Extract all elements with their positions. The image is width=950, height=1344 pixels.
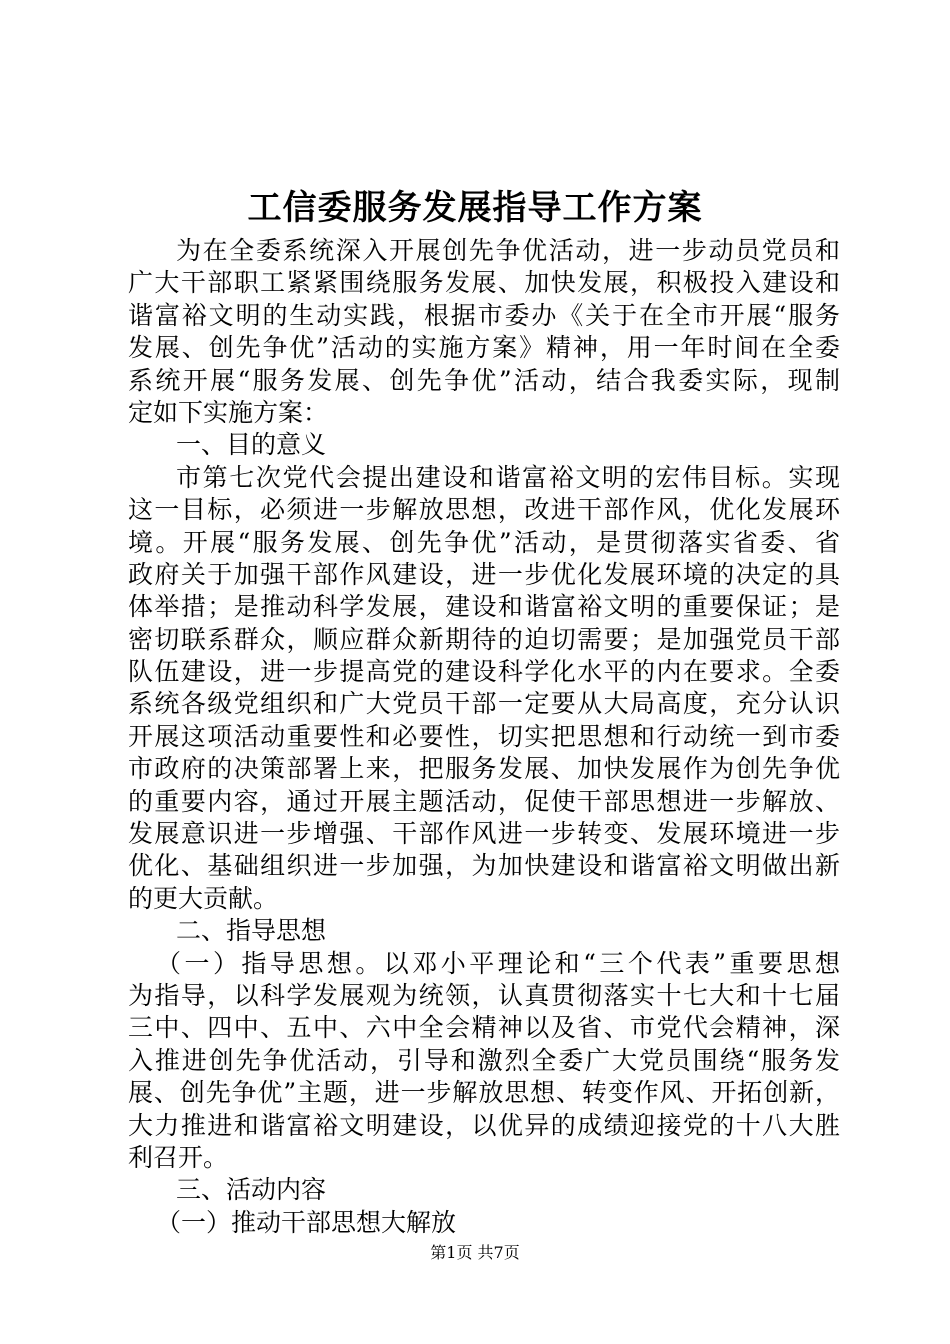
body-line: 政府关于加强干部作风建设，进一步优化发展环境的决定的具 — [128, 559, 840, 589]
body-line: 发展、创先争优”活动的实施方案》精神，用一年时间在全委 — [128, 333, 840, 363]
body-line: （一）指导思想。以邓小平理论和“三个代表”重要思想 — [156, 948, 840, 978]
body-line: 的重要内容，通过开展主题活动，促使干部思想进一步解放、 — [128, 786, 840, 816]
body-line: 市第七次党代会提出建设和谐富裕文明的宏伟目标。实现 — [176, 462, 840, 492]
body-line: 展、创先争优”主题，进一步解放思想、转变作风、开拓创新， — [128, 1078, 840, 1108]
body-line: 谐富裕文明的生动实践，根据市委办《关于在全市开展“服务 — [128, 300, 840, 330]
body-line: 境。开展“服务发展、创先争优”活动，是贯彻落实省委、省 — [128, 527, 840, 557]
page-footer: 第1页 共7页 — [430, 1243, 520, 1262]
body-line: 三中、四中、五中、六中全会精神以及省、市党代会精神，深 — [128, 1013, 840, 1043]
section-heading-1: 一、目的意义 — [176, 430, 327, 460]
body-line: 利召开。 — [128, 1142, 229, 1172]
body-line: 系统各级党组织和广大党员干部一定要从大局高度，充分认识 — [128, 689, 840, 719]
body-line: 发展意识进一步增强、干部作风进一步转变、发展环境进一步 — [128, 819, 840, 849]
subsection-heading: （一）推动干部思想大解放 — [156, 1207, 457, 1237]
body-line: 开展这项活动重要性和必要性，切实把思想和行动统一到市委 — [128, 721, 840, 751]
body-line: 大力推进和谐富裕文明建设，以优异的成绩迎接党的十八大胜 — [128, 1110, 840, 1140]
body-line: 广大干部职工紧紧围绕服务发展、加快发展，积极投入建设和 — [128, 268, 840, 298]
body-line: 为指导，以科学发展观为统领，认真贯彻落实十七大和十七届 — [128, 980, 840, 1010]
section-heading-3: 三、活动内容 — [176, 1175, 327, 1205]
document-body — [128, 235, 840, 1239]
body-line: 密切联系群众，顺应群众新期待的迫切需要；是加强党员干部 — [128, 624, 840, 654]
body-line: 入推进创先争优活动，引导和激烈全委广大党员围绕“服务发 — [128, 1045, 840, 1075]
body-line: 体举措；是推动科学发展，建设和谐富裕文明的重要保证；是 — [128, 592, 840, 622]
body-line: 队伍建设，进一步提高党的建设科学化水平的内在要求。全委 — [128, 657, 840, 687]
body-line: 的更大贡献。 — [128, 883, 279, 913]
body-line: 这一目标，必须进一步解放思想，改进干部作风，优化发展环 — [128, 495, 840, 525]
body-line: 为在全委系统深入开展创先争优活动，进一步动员党员和 — [176, 236, 840, 265]
document-title: 工信委服务发展指导工作方案 — [247, 188, 703, 228]
body-line: 定如下实施方案： — [128, 397, 329, 427]
body-line: 优化、基础组织进一步加强，为加快建设和谐富裕文明做出新 — [128, 851, 840, 881]
body-line: 市政府的决策部署上来，把服务发展、加快发展作为创先争优 — [128, 754, 840, 784]
body-line: 系统开展“服务发展、创先争优”活动，结合我委实际，现制 — [128, 365, 840, 395]
section-heading-2: 二、指导思想 — [176, 916, 327, 946]
